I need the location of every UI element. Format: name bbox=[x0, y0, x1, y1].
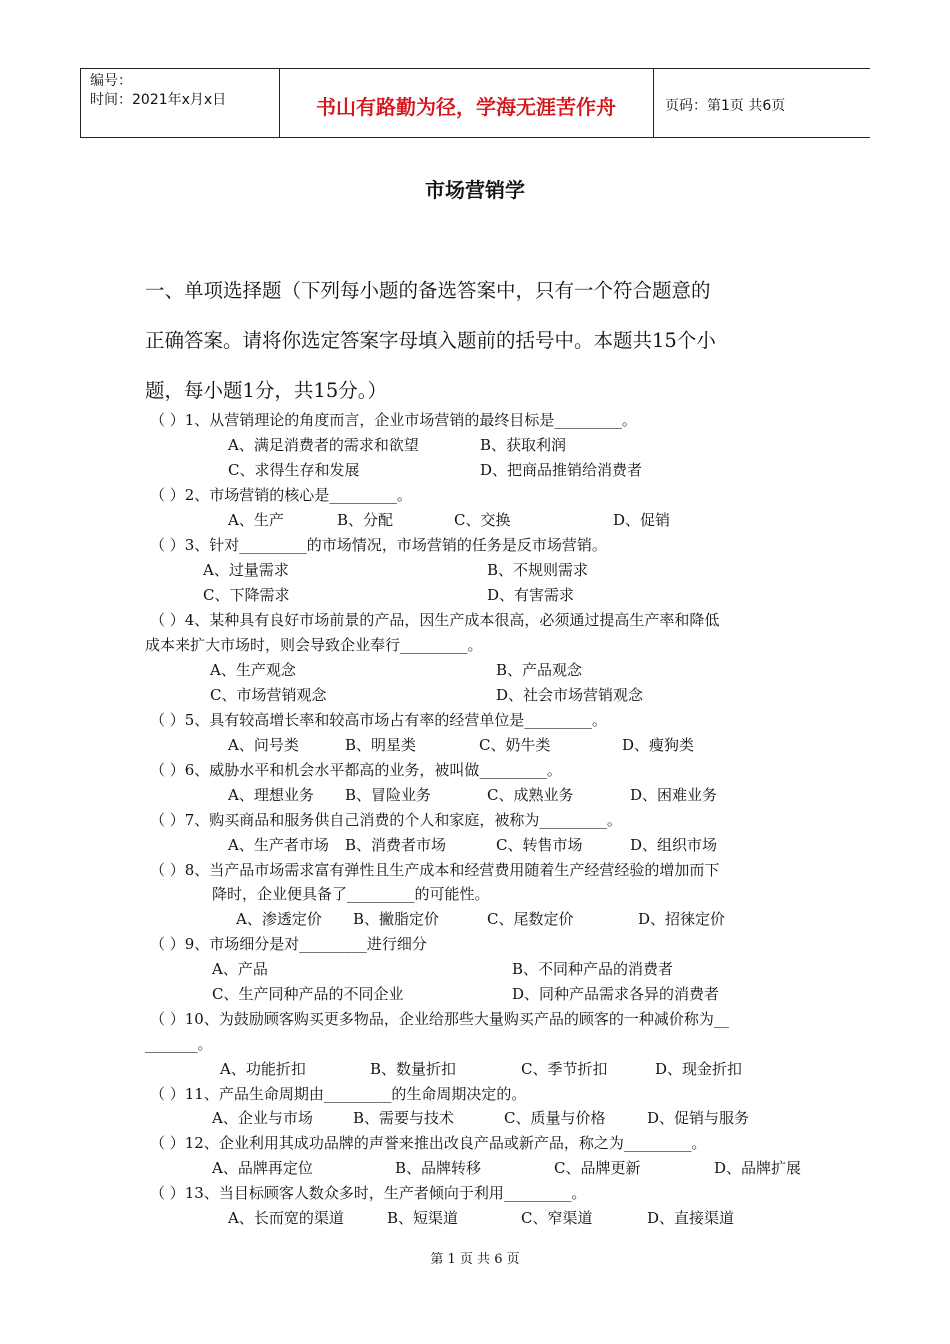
question-13-option-b: B、短渠道 bbox=[387, 1209, 459, 1227]
question-6-option-d: D、困难业务 bbox=[630, 786, 718, 804]
question-4: （ ）4、某种具有良好市场前景的产品，因生产成本很高，必须通过提高生产率和降低 bbox=[150, 611, 720, 629]
question-13: （ ）13、当目标顾客人数众多时，生产者倾向于利用_________。 bbox=[150, 1184, 587, 1202]
question-12-option-c: C、品牌更新 bbox=[554, 1159, 641, 1177]
question-10-option-c: C、季节折扣 bbox=[521, 1060, 608, 1078]
question-11-option-a: A、企业与市场 bbox=[212, 1109, 313, 1127]
question-7: （ ）7、购买商品和服务供自己消费的个人和家庭，被称为_________。 bbox=[150, 811, 622, 829]
question-9-option-d: D、同种产品需求各异的消费者 bbox=[512, 985, 720, 1003]
question-7-option-d: D、组织市场 bbox=[630, 836, 718, 854]
question-3-option-d: D、有害需求 bbox=[487, 586, 575, 604]
question-8-option-c: C、尾数定价 bbox=[487, 910, 574, 928]
question-8: （ ）8、当产品市场需求富有弹性且生产成本和经营费用随着生产经营经验的增加而下 bbox=[150, 861, 720, 879]
question-4-continued: 成本来扩大市场时，则会导致企业奉行_________。 bbox=[145, 636, 483, 654]
question-7-option-a: A、生产者市场 bbox=[228, 836, 329, 854]
header-border-left bbox=[80, 69, 81, 137]
question-13-option-a: A、长而宽的渠道 bbox=[228, 1209, 344, 1227]
question-2-option-b: B、分配 bbox=[337, 511, 394, 529]
question-3: （ ）3、针对_________的市场情况，市场营销的任务是反市场营销。 bbox=[150, 536, 607, 554]
section-intro-line: 题，每小题1分，共15分。） bbox=[145, 379, 387, 402]
question-12-option-a: A、品牌再定位 bbox=[212, 1159, 313, 1177]
header-table bbox=[80, 68, 870, 138]
question-6-option-c: C、成熟业务 bbox=[487, 786, 574, 804]
question-2: （ ）2、市场营销的核心是_________。 bbox=[150, 486, 412, 504]
question-1-option-d: D、把商品推销给消费者 bbox=[480, 461, 643, 479]
question-5-option-c: C、奶牛类 bbox=[479, 736, 551, 754]
question-11: （ ）11、产品生命周期由_________的生命周期决定的。 bbox=[150, 1085, 527, 1103]
question-4-option-d: D、社会市场营销观念 bbox=[496, 686, 644, 704]
question-12: （ ）12、企业利用其成功品牌的声誉来推出改良产品或新产品，称之为_________。 bbox=[150, 1134, 707, 1152]
question-9-option-b: B、不同种产品的消费者 bbox=[512, 960, 674, 978]
number-label: 编号： bbox=[90, 73, 132, 89]
question-5-option-b: B、明星类 bbox=[345, 736, 417, 754]
question-13-option-d: D、直接渠道 bbox=[647, 1209, 735, 1227]
section-intro-line: 正确答案。请将你选定答案字母填入题前的括号中。本题共15个小 bbox=[145, 329, 716, 352]
question-6-option-a: A、理想业务 bbox=[228, 786, 314, 804]
question-5-option-d: D、瘦狗类 bbox=[622, 736, 695, 754]
question-9: （ ）9、市场细分是对_________进行细分 bbox=[150, 935, 427, 953]
question-11-option-d: D、促销与服务 bbox=[647, 1109, 750, 1127]
question-4-option-c: C、市场营销观念 bbox=[210, 686, 327, 704]
header-page-info: 页码：第1页 共6页 bbox=[665, 98, 786, 114]
question-11-option-b: B、需要与技术 bbox=[353, 1109, 455, 1127]
question-9-option-a: A、产品 bbox=[212, 960, 268, 978]
question-8-option-b: B、撇脂定价 bbox=[353, 910, 440, 928]
question-10-option-d: D、现金折扣 bbox=[655, 1060, 743, 1078]
question-6: （ ）6、威胁水平和机会水平都高的业务，被叫做_________。 bbox=[150, 761, 562, 779]
question-10-option-b: B、数量折扣 bbox=[370, 1060, 457, 1078]
header-motto: 书山有路勤为径，学海无涯苦作舟 bbox=[316, 95, 616, 119]
header-left-cell bbox=[90, 72, 226, 110]
question-12-option-d: D、品牌扩展 bbox=[714, 1159, 802, 1177]
question-10-option-a: A、功能折扣 bbox=[220, 1060, 306, 1078]
question-2-option-c: C、交换 bbox=[454, 511, 511, 529]
question-9-option-c: C、生产同种产品的不同企业 bbox=[212, 985, 404, 1003]
header-divider-2 bbox=[653, 69, 654, 137]
question-8-option-d: D、招徕定价 bbox=[638, 910, 726, 928]
question-8-option-a: A、渗透定价 bbox=[236, 910, 322, 928]
question-7-option-b: B、消费者市场 bbox=[345, 836, 447, 854]
question-1-option-b: B、获取利润 bbox=[480, 436, 567, 454]
document-title: 市场营销学 bbox=[425, 178, 525, 202]
question-2-option-a: A、生产 bbox=[228, 511, 284, 529]
question-1-option-c: C、求得生存和发展 bbox=[228, 461, 360, 479]
question-10-continued: _______。 bbox=[145, 1035, 213, 1053]
question-3-option-a: A、过量需求 bbox=[203, 561, 289, 579]
section-intro-line: 一、单项选择题（下列每小题的备选答案中，只有一个符合题意的 bbox=[145, 279, 711, 302]
section-intro bbox=[145, 266, 815, 416]
question-3-option-c: C、下降需求 bbox=[203, 586, 290, 604]
question-11-option-c: C、质量与价格 bbox=[504, 1109, 606, 1127]
question-5: （ ）5、具有较高增长率和较高市场占有率的经营单位是_________。 bbox=[150, 711, 607, 729]
question-1-option-a: A、满足消费者的需求和欲望 bbox=[228, 436, 419, 454]
question-1: （ ）1、从营销理论的角度而言，企业市场营销的最终目标是_________。 bbox=[150, 411, 637, 429]
question-7-option-c: C、转售市场 bbox=[496, 836, 583, 854]
question-6-option-b: B、冒险业务 bbox=[345, 786, 432, 804]
question-4-option-b: B、产品观念 bbox=[496, 661, 583, 679]
question-8-continued: 降时，企业便具备了_________的可能性。 bbox=[212, 885, 490, 903]
question-12-option-b: B、品牌转移 bbox=[395, 1159, 482, 1177]
page-footer: 第 1 页 共 6 页 bbox=[430, 1252, 520, 1267]
question-2-option-d: D、促销 bbox=[613, 511, 671, 529]
question-4-option-a: A、生产观念 bbox=[210, 661, 296, 679]
question-10: （ ）10、为鼓励顾客购买更多物品，企业给那些大量购买产品的顾客的一种减价称为__ bbox=[150, 1010, 729, 1028]
question-5-option-a: A、问号类 bbox=[228, 736, 299, 754]
question-3-option-b: B、不规则需求 bbox=[487, 561, 589, 579]
date-label: 时间：2021年x月x日 bbox=[90, 92, 227, 108]
question-13-option-c: C、窄渠道 bbox=[521, 1209, 593, 1227]
